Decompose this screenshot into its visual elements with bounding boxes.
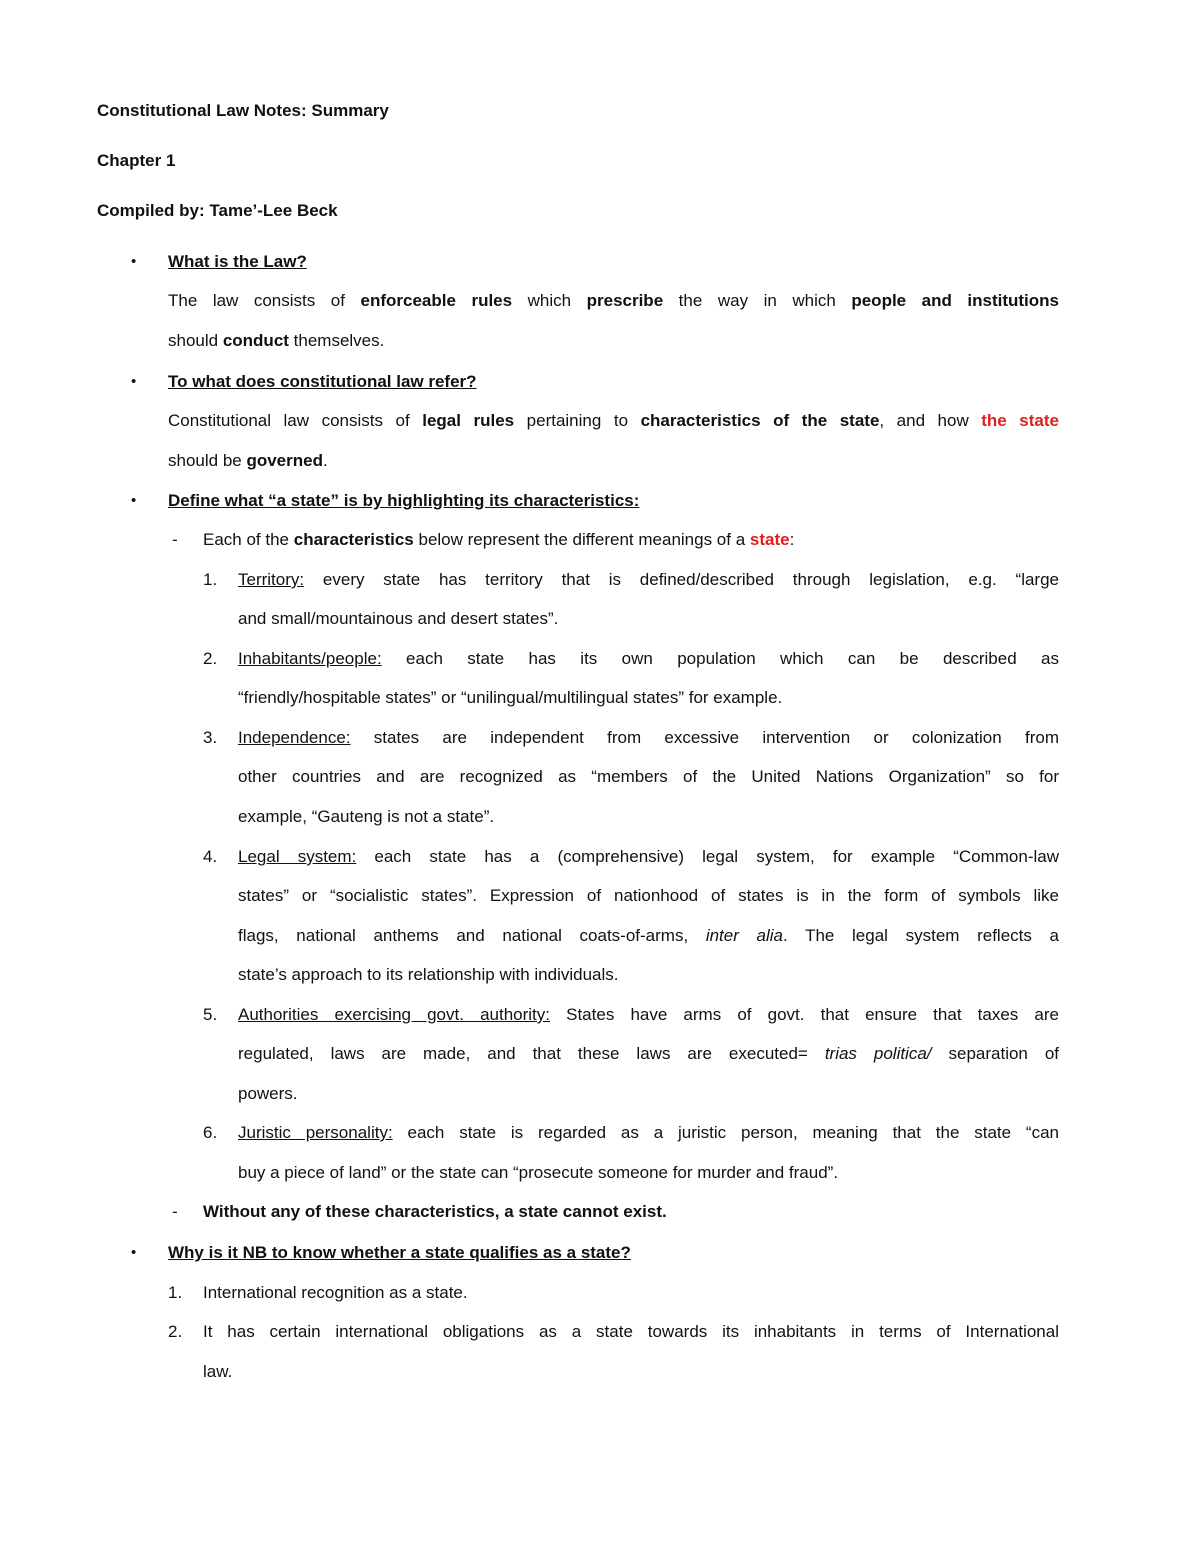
item-2-line-2: “friendly/hospitable states” or “unilingual/multilingual states” for example. [238,688,783,707]
item-6-line-2: buy a piece of land” or the state can “prosecute someone for murder and fraud”. [238,1163,839,1182]
s4-item-2-number: 2. [168,1322,183,1341]
item-3-line-1: Independence: states are independent from excessive intervention or colonization from [238,728,1059,747]
item-1-term: Territory: [238,570,305,589]
item-6-number: 6. [203,1123,218,1142]
item-2-term: Inhabitants/people: [238,649,382,668]
s4-item-2-line-2: law. [203,1362,233,1381]
item-4-number: 4. [203,847,218,866]
section-3-intro: Each of the characteristics below represent the different meanings of a state: [203,530,795,549]
chapter-label: Chapter 1 [97,151,176,170]
section-3-closing: Without any of these characteristics, a state cannot exist. [203,1202,667,1221]
item-3-number: 3. [203,728,218,747]
item-5-number: 5. [203,1005,218,1024]
item-4-line-2: states” or “socialistic states”. Expression of nationhood of states is in the form of symbols like [238,886,1059,905]
item-4-line-1: Legal system: each state has a (comprehensive) legal system, for example “Common-law [238,847,1059,866]
bullet-2: • [131,373,137,390]
item-5-line-3: powers. [238,1084,298,1103]
section-1-heading: What is the Law? [168,252,307,271]
item-4-term: Legal system: [238,847,357,866]
item-2-line-1: Inhabitants/people: each state has its own population which can be described as [238,649,1059,668]
section-3-heading: Define what “a state” is by highlighting its characteristics: [168,491,640,510]
section-2-line-2: should be governed. [168,451,328,470]
bullet-3: • [131,492,137,509]
s4-item-2-line-1: It has certain international obligations as a state towards its inhabitants in terms of International [203,1322,1059,1341]
item-5-line-1: Authorities exercising govt. authority: States have arms of govt. that ensure that taxes are [238,1005,1059,1024]
item-2-number: 2. [203,649,218,668]
bullet-1: • [131,253,137,270]
section-2-heading: To what does constitutional law refer? [168,372,477,391]
item-1-number: 1. [203,570,218,589]
item-1-line-1: Territory: every state has territory that is defined/described through legislation, e.g. “large [238,570,1059,589]
section-1-line-1: The law consists of enforceable rules which prescribe the way in which people and institutions [168,291,1060,310]
bullet-4: • [131,1244,137,1261]
section-2-line-1: Constitutional law consists of legal rules pertaining to characteristics of the state, and how the state [168,411,1059,430]
item-5-term: Authorities exercising govt. authority: [238,1005,550,1024]
s4-item-1-line-1: International recognition as a state. [203,1283,468,1302]
item-6-line-1: Juristic personality: each state is regarded as a juristic person, meaning that the state “can [238,1123,1059,1142]
section-4-heading: Why is it NB to know whether a state qualifies as a state? [168,1243,631,1262]
item-3-line-3: example, “Gauteng is not a state”. [238,807,495,826]
section-1-line-2: should conduct themselves. [168,331,385,350]
item-3-line-2: other countries and are recognized as “members of the United Nations Organization” so for [238,767,1059,786]
document-title: Constitutional Law Notes: Summary [97,101,389,120]
item-6-term: Juristic personality: [238,1123,393,1142]
s4-item-1-number: 1. [168,1283,183,1302]
item-5-line-2: regulated, laws are made, and that these laws are executed= trias politica/ separation of [238,1044,1060,1063]
item-3-term: Independence: [238,728,351,747]
item-4-line-4: state’s approach to its relationship with individuals. [238,965,619,984]
dash-marker: - [172,1202,178,1221]
compiled-by: Compiled by: Tame’-Lee Beck [97,201,338,220]
dash-marker: - [172,530,178,549]
item-4-line-3: flags, national anthems and national coats-of-arms, inter alia. The legal system reflects a [238,926,1059,945]
item-1-line-2: and small/mountainous and desert states”. [238,609,559,628]
